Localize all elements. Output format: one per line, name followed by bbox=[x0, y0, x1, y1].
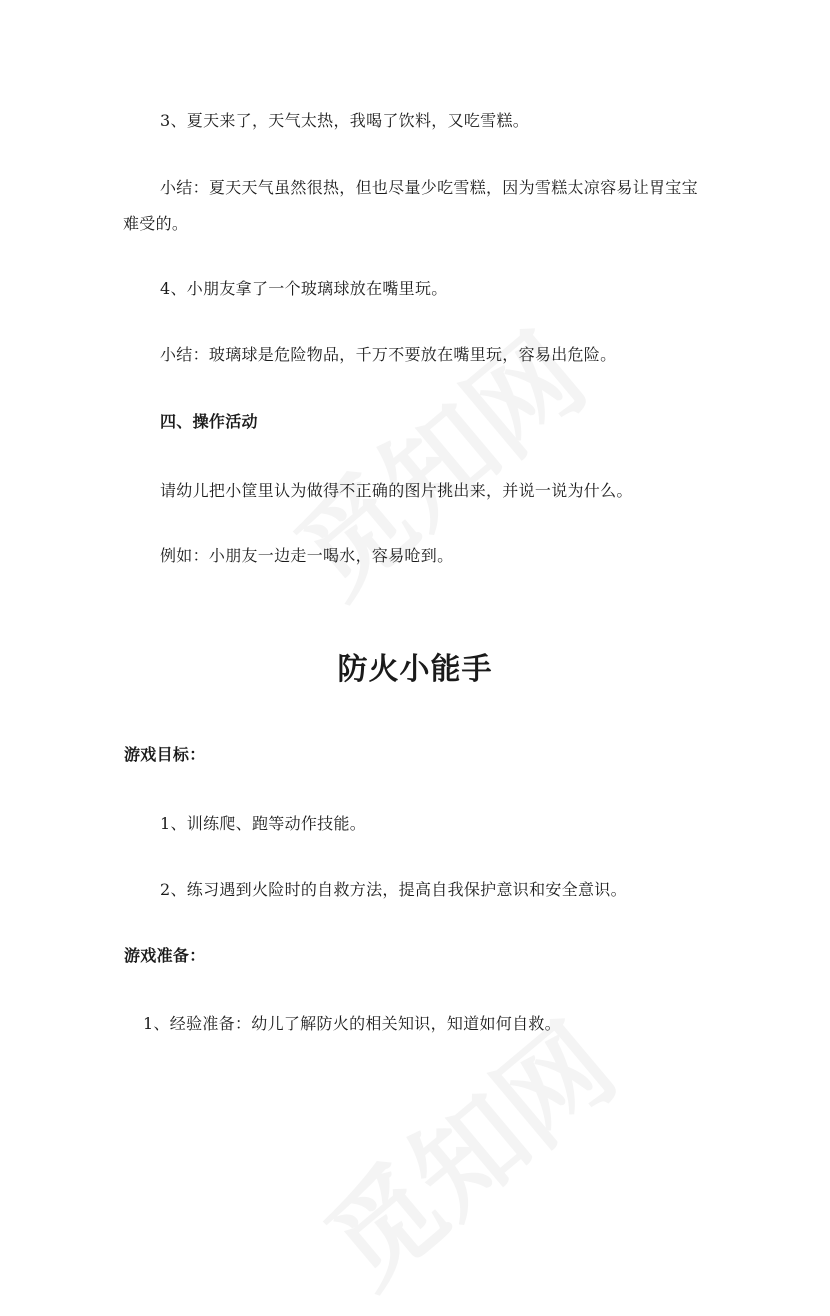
summary-4: 小结：玻璃球是危险物品，千万不要放在嘴里玩，容易出危险。 bbox=[160, 345, 617, 364]
activity-text: 请幼儿把小筐里认为做得不正确的图片挑出来，并说一说为什么。 bbox=[160, 481, 633, 500]
section-heading-4: 四、操作活动 bbox=[160, 412, 258, 431]
page-title: 防火小能手 bbox=[337, 652, 493, 687]
prep-1: 1、经验准备：幼儿了解防火的相关知识，知道如何自救。 bbox=[143, 1014, 561, 1033]
summary-3: 小结：夏天天气虽然很热，但也尽量少吃雪糕，因为雪糕太凉容易让胃宝宝难受的。 bbox=[123, 178, 698, 233]
goals-heading: 游戏目标： bbox=[124, 745, 206, 764]
item-4: 4、小朋友拿了一个玻璃球放在嘴里玩。 bbox=[160, 279, 448, 298]
goal-1: 1、训练爬、跑等动作技能。 bbox=[160, 814, 367, 833]
example-text: 例如：小朋友一边走一喝水，容易呛到。 bbox=[160, 546, 454, 565]
prep-heading: 游戏准备： bbox=[124, 946, 206, 965]
goal-2: 2、练习遇到火险时的自救方法，提高自我保护意识和安全意识。 bbox=[160, 880, 627, 899]
item-3: 3、夏天来了，天气太热，我喝了饮料，又吃雪糕。 bbox=[160, 111, 530, 130]
